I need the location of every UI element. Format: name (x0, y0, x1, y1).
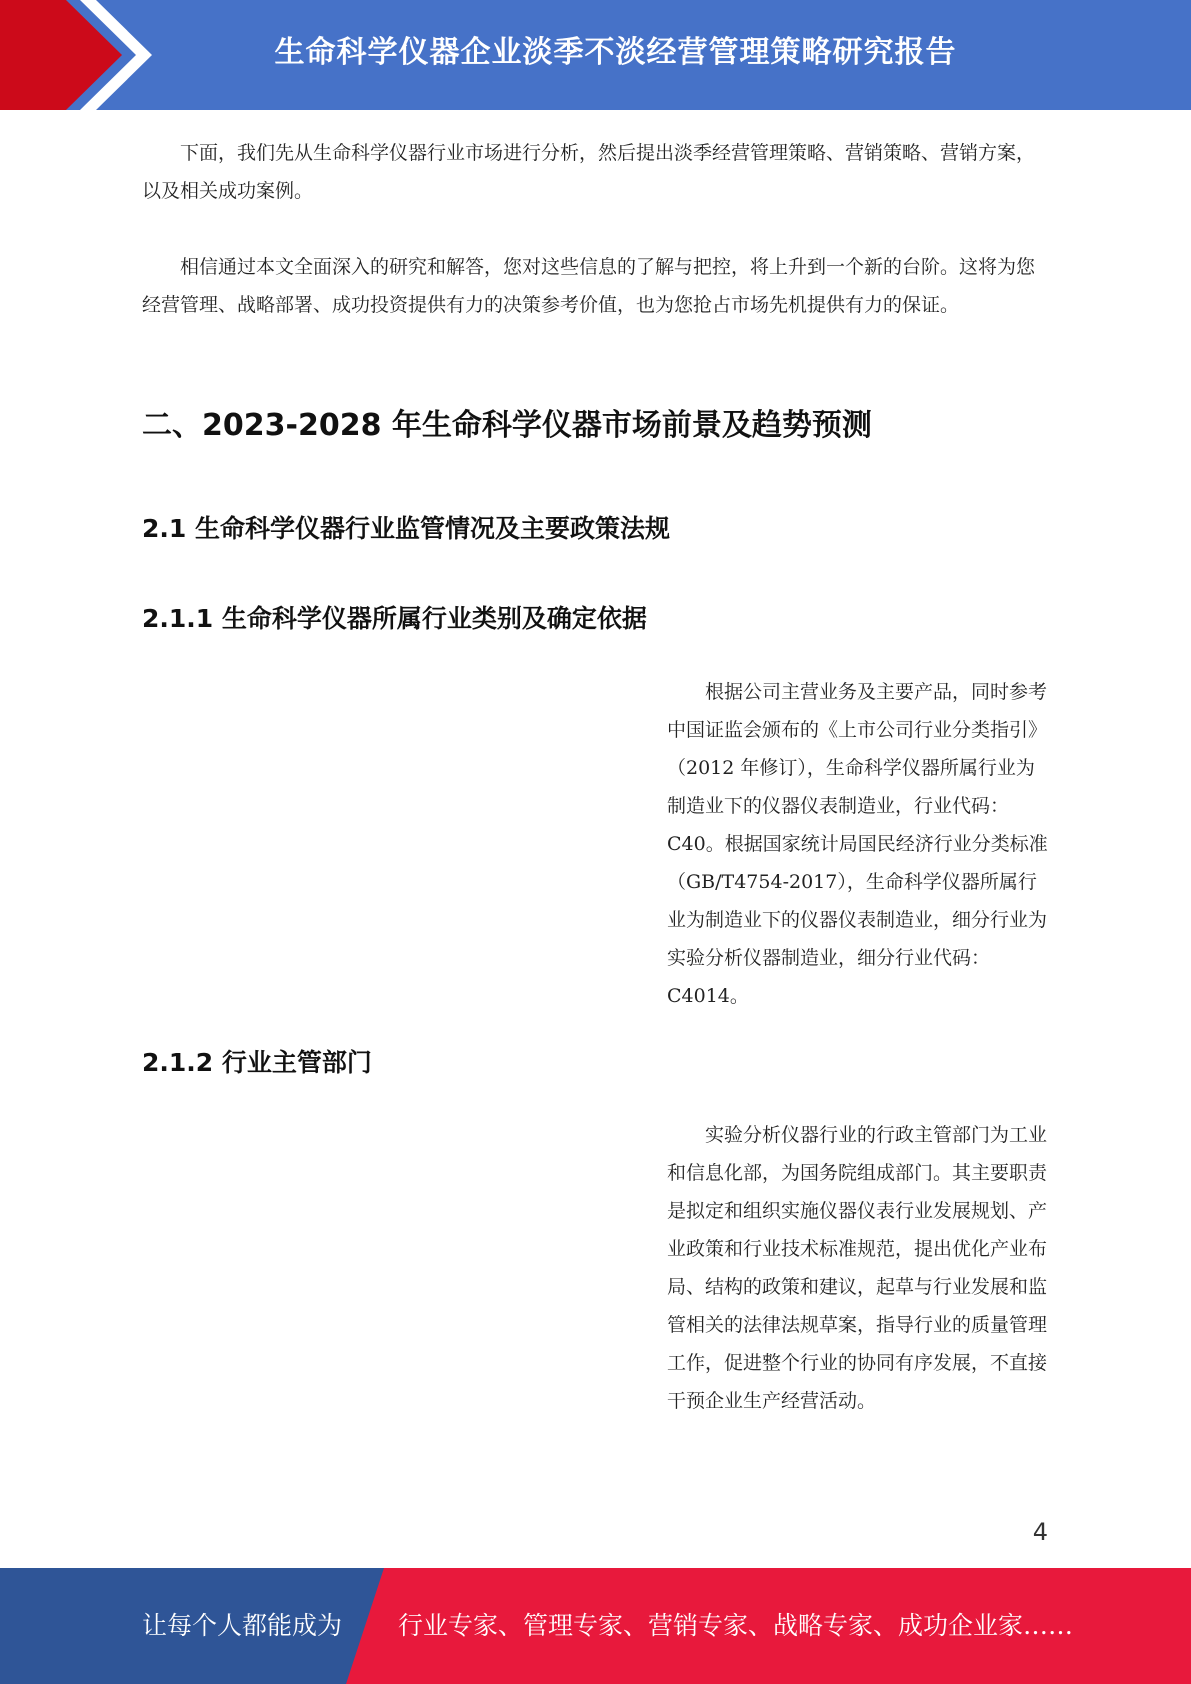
footer-slogan-right: 行业专家、管理专家、营销专家、战略专家、成功企业家…… (398, 1611, 1074, 1640)
intro-paragraph-1: 下面，我们先从生命科学仪器行业市场进行分析，然后提出淡季经营管理策略、营销策略、营销方案，以及相关成功案例。 (142, 142, 1036, 202)
footer-slogan-left: 让每个人都能成为 (142, 1611, 343, 1640)
paragraph-2-1-1: 根据公司主营业务及主要产品，同时参考中国证监会颁布的《上市公司行业分类指引》（2012 年修订），生命科学仪器所属行业为制造业下的仪器仪表制造业，行业代码：C40。根据国家统计局国民经济行业分类标准（GB/T4754-2017），生命科学仪器所属行业为制造业下的仪器仪表制造业，细分行业为实验分析仪器制造业，细分行业代码：C4014。 (667, 681, 1048, 1007)
subsection-heading-2-1-1: 2.1.1 生命科学仪器所属行业类别及确定依据 (142, 604, 647, 633)
page-number: 4 (1032, 1518, 1048, 1546)
subsection-heading-2-1: 2.1 生命科学仪器行业监管情况及主要政策法规 (142, 514, 670, 543)
report-title: 生命科学仪器企业淡季不淡经营管理策略研究报告 (274, 35, 957, 70)
section-heading: 二、2023-2028 年生命科学仪器市场前景及趋势预测 (142, 408, 872, 443)
subsection-heading-2-1-2: 2.1.2 行业主管部门 (142, 1048, 372, 1077)
page-header (0, 0, 1191, 110)
page-footer (0, 1568, 1191, 1684)
paragraph-2-1-2: 实验分析仪器行业的行政主管部门为工业和信息化部，为国务院组成部门。其主要职责是拟定和组织实施仪器仪表行业发展规划、产业政策和行业技术标准规范，提出优化产业布局、结构的政策和建议，起草与行业发展和监管相关的法律法规草案，指导行业的质量管理工作，促进整个行业的协同有序发展，不直接干预企业生产经营活动。 (667, 1124, 1048, 1412)
intro-paragraph-2: 相信通过本文全面深入的研究和解答，您对这些信息的了解与把控，将上升到一个新的台阶。这将为您经营管理、战略部署、成功投资提供有力的决策参考价值，也为您抢占市场先机提供有力的保证。 (142, 256, 1036, 316)
header-chevron-icon (0, 0, 160, 110)
